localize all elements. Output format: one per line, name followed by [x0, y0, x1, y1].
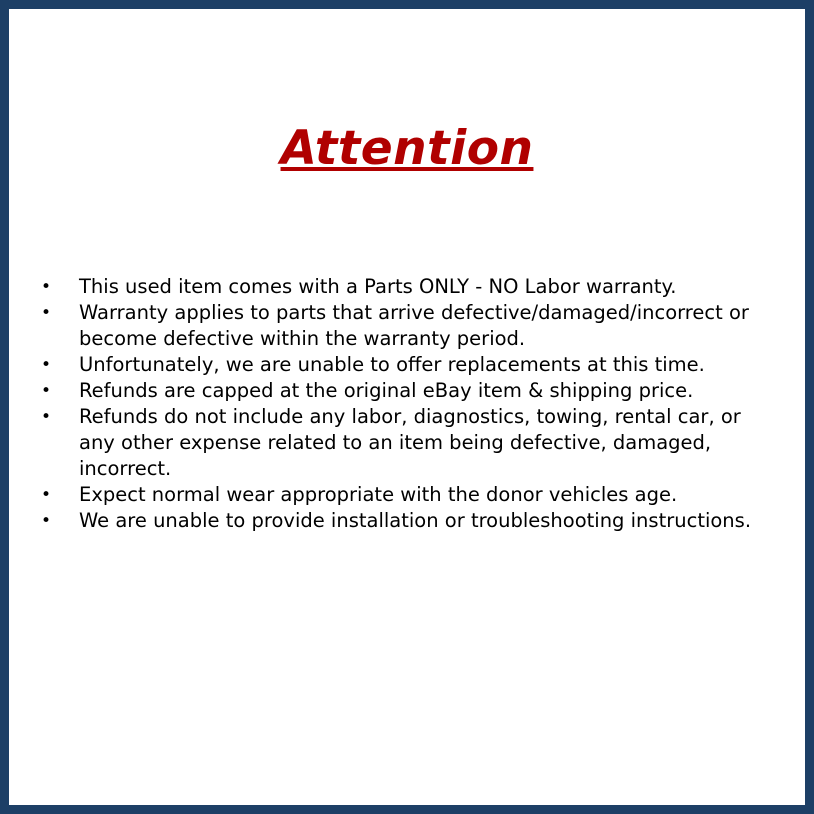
list-item-text: We are unable to provide installation or troubleshooting instructions. [79, 509, 752, 532]
list-item-text: Refunds do not include any labor, diagnostics, towing, rental car, or any other expense related to an item being defective, damaged, incorrect. [79, 405, 741, 480]
bullet-icon: • [41, 511, 52, 531]
list-item-text: Expect normal wear appropriate with the donor vehicles age. [79, 483, 678, 506]
warranty-terms-list [31, 176, 783, 534]
page-title: Attention [280, 121, 534, 176]
bullet-icon: • [41, 485, 52, 505]
list-item-text: This used item comes with a Parts ONLY - NO Labor warranty. [79, 275, 677, 298]
list-item [31, 274, 783, 300]
list-item-text: Warranty applies to parts that arrive defective/damaged/incorrect or become defective within the warranty period. [79, 301, 749, 350]
list-item [31, 300, 783, 352]
bullet-icon: • [41, 355, 52, 375]
list-item-text: Refunds are capped at the original eBay item & shipping price. [79, 379, 694, 402]
bullet-icon: • [41, 277, 52, 297]
bullet-icon: • [41, 303, 52, 323]
list-item-text: Unfortunately, we are unable to offer replacements at this time. [79, 353, 705, 376]
list-item [31, 482, 783, 508]
list-item [31, 404, 783, 482]
bullet-icon: • [41, 407, 52, 427]
bullet-icon: • [41, 381, 52, 401]
list-item [31, 378, 783, 404]
notice-content [9, 9, 805, 805]
list-item [31, 352, 783, 378]
list-item [31, 508, 783, 534]
